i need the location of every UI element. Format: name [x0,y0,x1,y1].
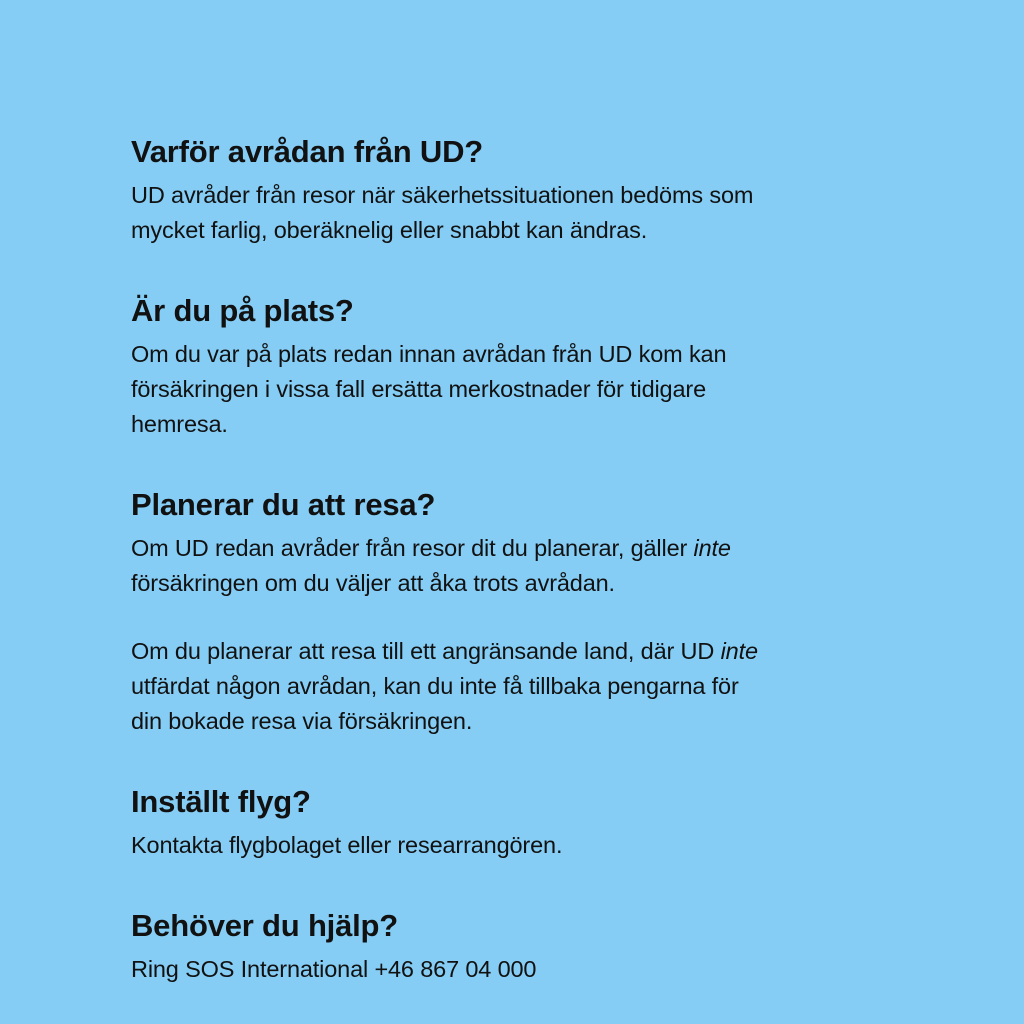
section-on-site [131,285,921,442]
body-line: din bokade resa via försäkringen. [131,708,473,734]
section-planning-trip [131,479,921,739]
section-heading: Planerar du att resa? [131,487,436,522]
contact-line: Ring SOS International +46 867 04 000 [131,956,537,982]
body-text: Om du planerar att resa till ett angränsande land, där UD [131,638,721,664]
section-need-help [131,900,921,987]
body-line: utfärdat någon avrådan, kan du inte få tillbaka pengarna för [131,673,739,699]
section-gap [131,739,921,776]
body-line: försäkringen om du väljer att åka trots avrådan. [131,570,615,596]
emphasis-text: inte [720,638,758,664]
section-why-advisory [131,126,921,248]
section-gap [131,863,921,900]
section-gap [131,248,921,285]
body-line: UD avråder från resor när säkerhetssituationen bedöms som [131,182,754,208]
section-heading: Behöver du hjälp? [131,908,399,943]
body-line [131,531,921,566]
body-text: Om UD redan avråder från resor dit du planerar, gäller [131,535,694,561]
body-line: mycket farlig, oberäknelig eller snabbt kan ändras. [131,217,648,243]
content-column [131,126,921,987]
body-line: hemresa. [131,411,228,437]
section-heading: Är du på plats? [131,293,354,328]
emphasis-text: inte [693,535,731,561]
section-heading: Varför avrådan från UD? [131,134,484,169]
section-body-1 [131,531,921,601]
section-cancelled-flight [131,776,921,863]
body-line: försäkringen i vissa fall ersätta merkostnader för tidigare [131,376,706,402]
body-line: Kontakta flygbolaget eller researrangören. [131,832,563,858]
section-body [131,337,921,442]
section-body-2 [131,634,921,739]
section-body [131,952,921,987]
section-heading: Inställt flyg? [131,784,311,819]
section-body [131,828,921,863]
body-line: Om du var på plats redan innan avrådan från UD kom kan [131,341,727,367]
body-line [131,634,921,669]
paragraph-gap [131,601,921,634]
section-body [131,178,921,248]
section-gap [131,442,921,479]
